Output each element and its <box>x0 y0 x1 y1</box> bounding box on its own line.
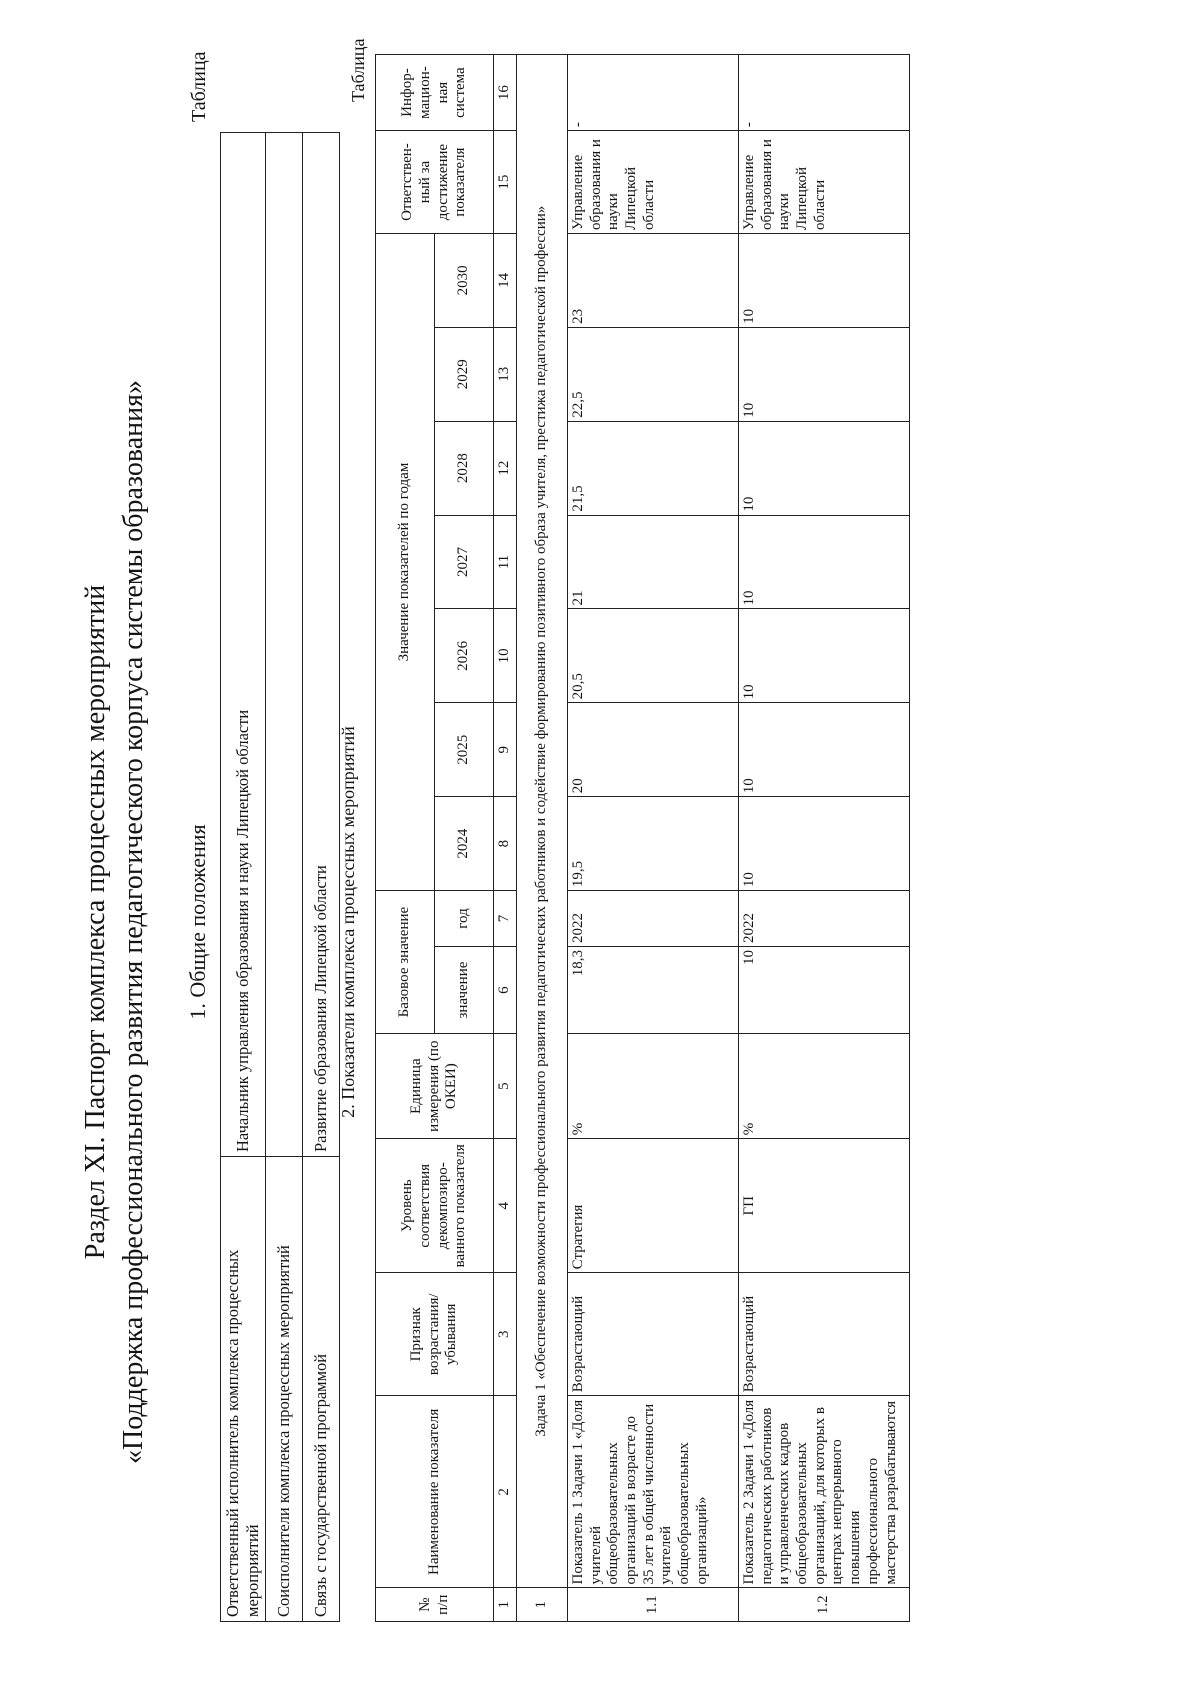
column-number: 8 <box>494 797 517 891</box>
indicator-unit: % <box>739 1034 910 1139</box>
indicator-base-year: 2022 <box>739 891 910 947</box>
indicator-value: 10 <box>739 233 910 327</box>
document-title-line1: Раздел XI. Паспорт комплекса процессных мероприятий <box>80 584 111 1260</box>
indicator-value: 10 <box>739 515 910 609</box>
general-label: Соисполнители комплекса процессных мероприятий <box>266 1157 303 1622</box>
indicator-base-year: 2022 <box>568 891 739 947</box>
header-unit: Единица измерения (по ОКЕИ) <box>376 1034 494 1139</box>
indicator-base-value: 18,3 <box>568 946 739 1033</box>
indicator-name: Показатель 1 Задачи 1 «Доля учителей общеобразовательных организаций в возрасте до 35 лет в общей численности учителей общеобразовательных организаций» <box>568 1396 739 1588</box>
column-number: 14 <box>494 233 517 327</box>
header-level: Уровень соответствия декомпозиро- ванного показателя <box>376 1139 494 1273</box>
table-header-row <box>376 55 435 1622</box>
column-number: 4 <box>494 1139 517 1273</box>
column-number-row <box>494 55 517 1622</box>
column-number: 9 <box>494 703 517 797</box>
task-text: Задача 1 «Обеспечение возможности профессионального развития педагогических работников и содействие формированию позитивного образа учителя, престижа педагогической профессии» <box>517 55 568 1588</box>
table-row <box>568 55 739 1622</box>
column-number: 13 <box>494 327 517 421</box>
section-heading-general: 1. Общие положения <box>185 824 210 1020</box>
indicator-info: - <box>568 55 739 131</box>
header-base-value: значение <box>435 946 494 1033</box>
column-number: 16 <box>494 55 517 131</box>
column-number: 15 <box>494 131 517 234</box>
indicator-responsible: Управление образования и науки Липецкой области <box>739 131 910 234</box>
indicator-value: 10 <box>739 327 910 421</box>
header-year: 2025 <box>435 703 494 797</box>
column-number: 6 <box>494 946 517 1033</box>
column-number: 1 <box>494 1588 517 1622</box>
indicator-num: 1.1 <box>568 1588 739 1622</box>
header-base-year: год <box>435 891 494 947</box>
header-year: 2027 <box>435 515 494 609</box>
indicator-base-value: 10 <box>739 946 910 1033</box>
column-number: 2 <box>494 1396 517 1588</box>
indicator-level: Стратегия <box>568 1139 739 1273</box>
indicator-responsible: Управление образования и науки Липецкой области <box>568 131 739 234</box>
indicator-value: 20 <box>568 703 739 797</box>
table-label-1: Таблица <box>188 51 210 122</box>
indicator-value: 19,5 <box>568 797 739 891</box>
general-label: Ответственный исполнитель комплекса процессных мероприятий <box>221 1157 266 1622</box>
indicator-value: 22,5 <box>568 327 739 421</box>
indicators-table <box>375 54 910 1622</box>
indicator-value: 10 <box>739 703 910 797</box>
task-num: 1 <box>517 1588 568 1622</box>
header-year: 2024 <box>435 797 494 891</box>
indicator-value: 10 <box>739 797 910 891</box>
header-year: 2026 <box>435 609 494 703</box>
column-number: 11 <box>494 515 517 609</box>
header-info: Инфор- мацион- ная система <box>376 55 494 131</box>
indicator-trend: Возрастающий <box>739 1273 910 1396</box>
header-responsible: Ответствен- ный за достижение показателя <box>376 131 494 234</box>
section-heading-indicators: 2. Показатели комплекса процессных мероприятий <box>338 726 358 1118</box>
column-number: 7 <box>494 891 517 947</box>
header-base: Базовое значение <box>376 891 435 1034</box>
indicator-value: 10 <box>739 421 910 515</box>
indicator-name: Показатель 2 Задачи 1 «Доля педагогических работников и управленческих кадров общеобразовательных организаций, для которых в центрах непрерывного повышения профессионального мастерства разрабатываются <box>739 1396 910 1588</box>
header-year: 2030 <box>435 233 494 327</box>
indicator-trend: Возрастающий <box>568 1273 739 1396</box>
general-value <box>266 133 303 1157</box>
column-number: 3 <box>494 1273 517 1396</box>
table-label-2: Таблица <box>348 38 368 102</box>
indicator-value: 23 <box>568 233 739 327</box>
general-value: Начальник управления образования и науки Липецкой области <box>221 133 266 1157</box>
indicator-value: 21 <box>568 515 739 609</box>
header-num: № п/п <box>376 1588 494 1622</box>
column-number: 12 <box>494 421 517 515</box>
header-years-group: Значение показателей по годам <box>376 233 435 890</box>
indicator-value: 20,5 <box>568 609 739 703</box>
header-year: 2028 <box>435 421 494 515</box>
column-number: 5 <box>494 1034 517 1139</box>
indicator-level: ГП <box>739 1139 910 1273</box>
table-row <box>739 55 910 1622</box>
general-provisions-table <box>220 132 340 1622</box>
document-title-line2: «Поддержка профессионального развития педагогического корпуса системы образования» <box>118 380 149 1465</box>
table-row <box>303 133 340 1622</box>
general-value: Развитие образования Липецкой области <box>303 133 340 1157</box>
indicator-value: 10 <box>739 609 910 703</box>
indicator-num: 1.2 <box>739 1588 910 1622</box>
general-label: Связь с государственной программой <box>303 1157 340 1622</box>
column-number: 10 <box>494 609 517 703</box>
indicator-info: - <box>739 55 910 131</box>
header-trend: Признак возрастания/ убывания <box>376 1273 494 1396</box>
header-name: Наименование показателя <box>376 1396 494 1588</box>
indicator-unit: % <box>568 1034 739 1139</box>
table-row <box>221 133 266 1622</box>
header-year: 2029 <box>435 327 494 421</box>
page-content <box>80 38 1180 1622</box>
indicator-value: 21,5 <box>568 421 739 515</box>
task-row <box>517 55 568 1622</box>
table-row <box>266 133 303 1622</box>
